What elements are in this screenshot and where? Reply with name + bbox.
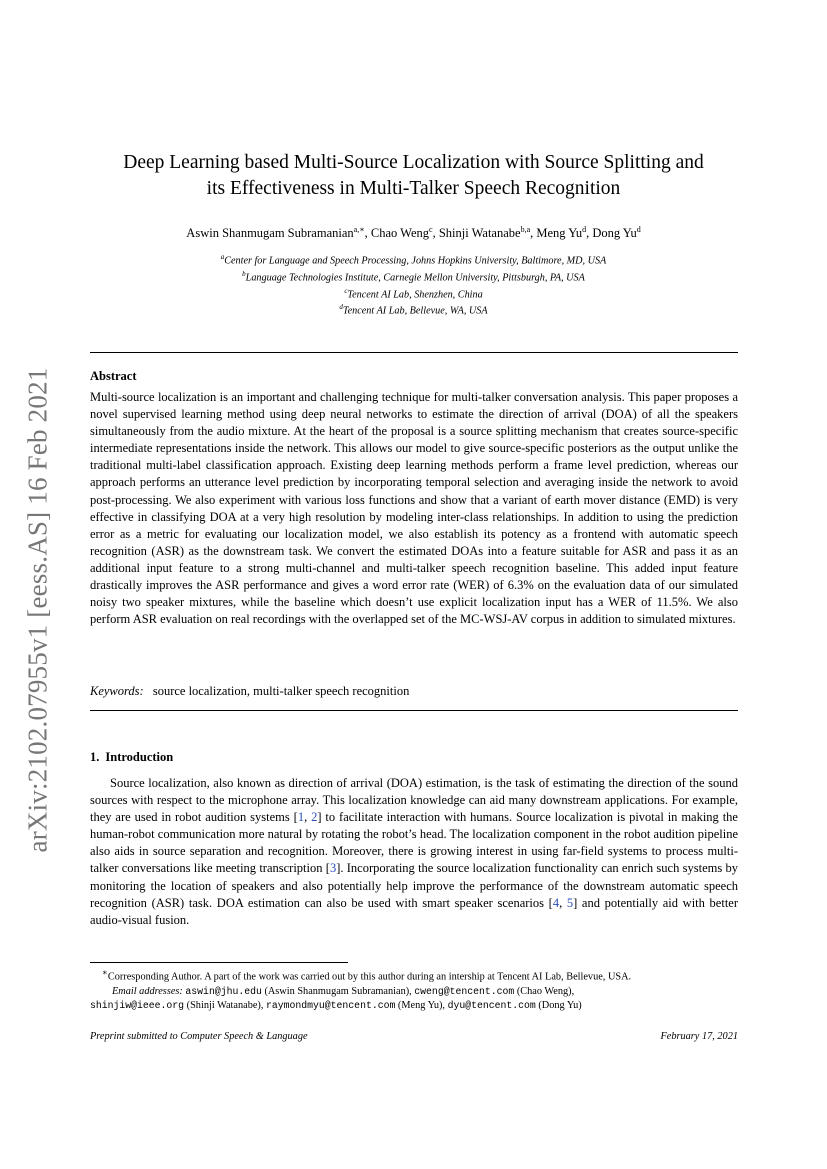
citation-link[interactable]: 4 [552,895,560,910]
abstract-body: Multi-source localization is an important and challenging technique for multi-talker conversation analysis. This paper proposes a novel supervised learning method using deep neural networks to estimate the direction of arrival (DOA) of all the speakers simultaneously from the audio mixture. At the heart of the proposal is a source splitting mechanism that creates source-specific intermediate representations inside the network. This allows our model to give source-specific posteriors as the output unlike the traditional multi-label classification approach. Existing deep learning methods perform a frame level prediction, whereas our approach performs an utterance level prediction by incorporating temporal selection and averaging inside the network to avoid post-processing. We also experiment with various loss functions and show that a variant of earth mover distance (EMD) is very effective in classifying DOA at a very high resolution by modeling inter-class relationships. In addition to using the prediction error as a metric for evaluating our localization model, we also establish its potency as a frontend with automatic speech recognition (ASR) as the downstream task. We convert the estimated DOAs into a feature suitable for ASR and pass it as an additional input feature to a strong multi-channel and multi-talker speech recognition baseline. This added input feature drastically improves the ASR performance and gives a word error rate (WER) of 6.3% on the evaluation data of our simulated noisy two speaker mixtures, while the baseline which doesn’t use explicit localization input has a WER of 11.5%. We also perform ASR evaluation on real recordings with the overlapped set of the MC-WSJ-AV corpus in addition to simulated mixtures. [90,390,738,627]
affiliation: $^c$Tencent AI Lab, Shenzhen, China [344,286,483,300]
affiliation: $^d$Tencent AI Lab, Bellevue, WA, USA [339,303,488,317]
corresponding-author-footnote: ∗Corresponding Author. A part of the work was carried out by this author during an intership at Tencent AI Lab, Bellevue, USA. [102,967,632,983]
preprint-note: Preprint submitted to Computer Speech & Language [90,1031,308,1042]
author: Dong Yu$^d$ [592,225,641,241]
email-footnote: Email addresses: aswin@jhu.edu (Aswin Shanmugam Subramanian), cweng@tencent.com (Chao Weng), [112,985,575,997]
author: Meng Yu$^d$ [536,225,587,241]
footnotes [90,965,738,1013]
introduction-paragraph: Source localization, also known as direction of arrival (DOA) estimation, is the task of estimating the direction of the sound sources with respect to the microphone array. This localization knowledge can aid many downstream applications. For example, they are used in robot audition systems [1, 2] to facilitate interaction with humans. Source localization is pivotal in making the human-robot communication more natural by rotating the robot’s head. The localization component in the robot audition pipeline also aids in source separation and recognition. Moreover, there is growing interest in using far-field systems to process multi-talker conversations like meeting transcription [3]. Incorporating the source localization functionality can enrich such systems by monitoring the location of speakers and also potentially help improve the performance of the downstream automatic speech recognition (ASR) task. DOA estimation can also be used with smart speaker scenarios [4, 5] and potentially aid with better audio-visual fusion. [90,776,738,927]
citation-link[interactable]: 5 [566,895,574,910]
keywords [90,683,738,699]
citation-link[interactable]: 1 [297,810,305,825]
email-label: Email addresses: [112,985,183,997]
email-address[interactable]: cweng@tencent.com [414,985,515,997]
email-address[interactable]: aswin@jhu.edu [185,985,262,997]
author: Shinji Watanabe$^{b,a}$ [438,225,531,241]
citation-link[interactable]: 2 [311,810,318,825]
author-affiliation-mark: d [636,225,641,234]
footnote-rule [90,962,348,963]
arxiv-identifier: arXiv:2102.07955v1 [eess.AS] 16 Feb 2021 [22,367,53,853]
email-address[interactable]: dyu@tencent.com [447,999,536,1011]
section-title: Introduction [105,750,174,764]
affiliation: $^b$Language Technologies Institute, Carnegie Mellon University, Pittsburgh, PA, USA [242,269,585,284]
keywords-label: Keywords: [90,684,144,698]
author-list: Aswin Shanmugam Subramanian$^{a,∗}$, Chao Weng$^c$, Shinji Watanabe$^{b,a}$, Meng Yu$^d$, Dong Yu$^d$ [186,225,641,241]
affiliation: $^a$Center for Language and Speech Processing, Johns Hopkins University, Baltimore, MD, USA [220,253,607,267]
paper-title [60,150,767,202]
author: Chao Weng$^c$ [370,225,433,241]
affiliation-list [60,251,767,318]
page-footer [90,1030,738,1043]
date: February 17, 2021 [660,1031,738,1042]
section-heading-introduction [90,749,738,765]
email-address[interactable]: raymondmyu@tencent.com [266,999,396,1011]
title-line-2: its Effectiveness in Multi-Talker Speech Recognition [206,178,621,199]
abstract-top-rule [90,352,738,353]
keywords-list: source localization, multi-talker speech recognition [152,684,410,698]
author-affiliation-mark: b,a [520,225,531,234]
abstract-heading: Abstract [90,369,137,383]
footnote-mark: ∗ [102,967,108,977]
email-footnote-cont: shinjiw@ieee.org (Shinji Watanabe), raymondmyu@tencent.com (Meng Yu), dyu@tencent.com (Dong Yu) [90,999,582,1011]
arxiv-side-stamp [20,355,56,865]
email-address[interactable]: shinjiw@ieee.org [90,999,185,1011]
author: Aswin Shanmugam Subramanian$^{a,∗}$ [186,225,365,241]
author-affiliation-mark: c [429,225,433,234]
author-affiliation-mark: a,∗ [353,225,365,234]
section-number: 1. [90,750,100,764]
citation-link[interactable]: 3 [329,861,337,876]
abstract-bottom-rule [90,710,738,711]
title-line-1: Deep Learning based Multi-Source Localization with Source Splitting and [123,152,704,173]
author-affiliation-mark: d [582,225,587,234]
